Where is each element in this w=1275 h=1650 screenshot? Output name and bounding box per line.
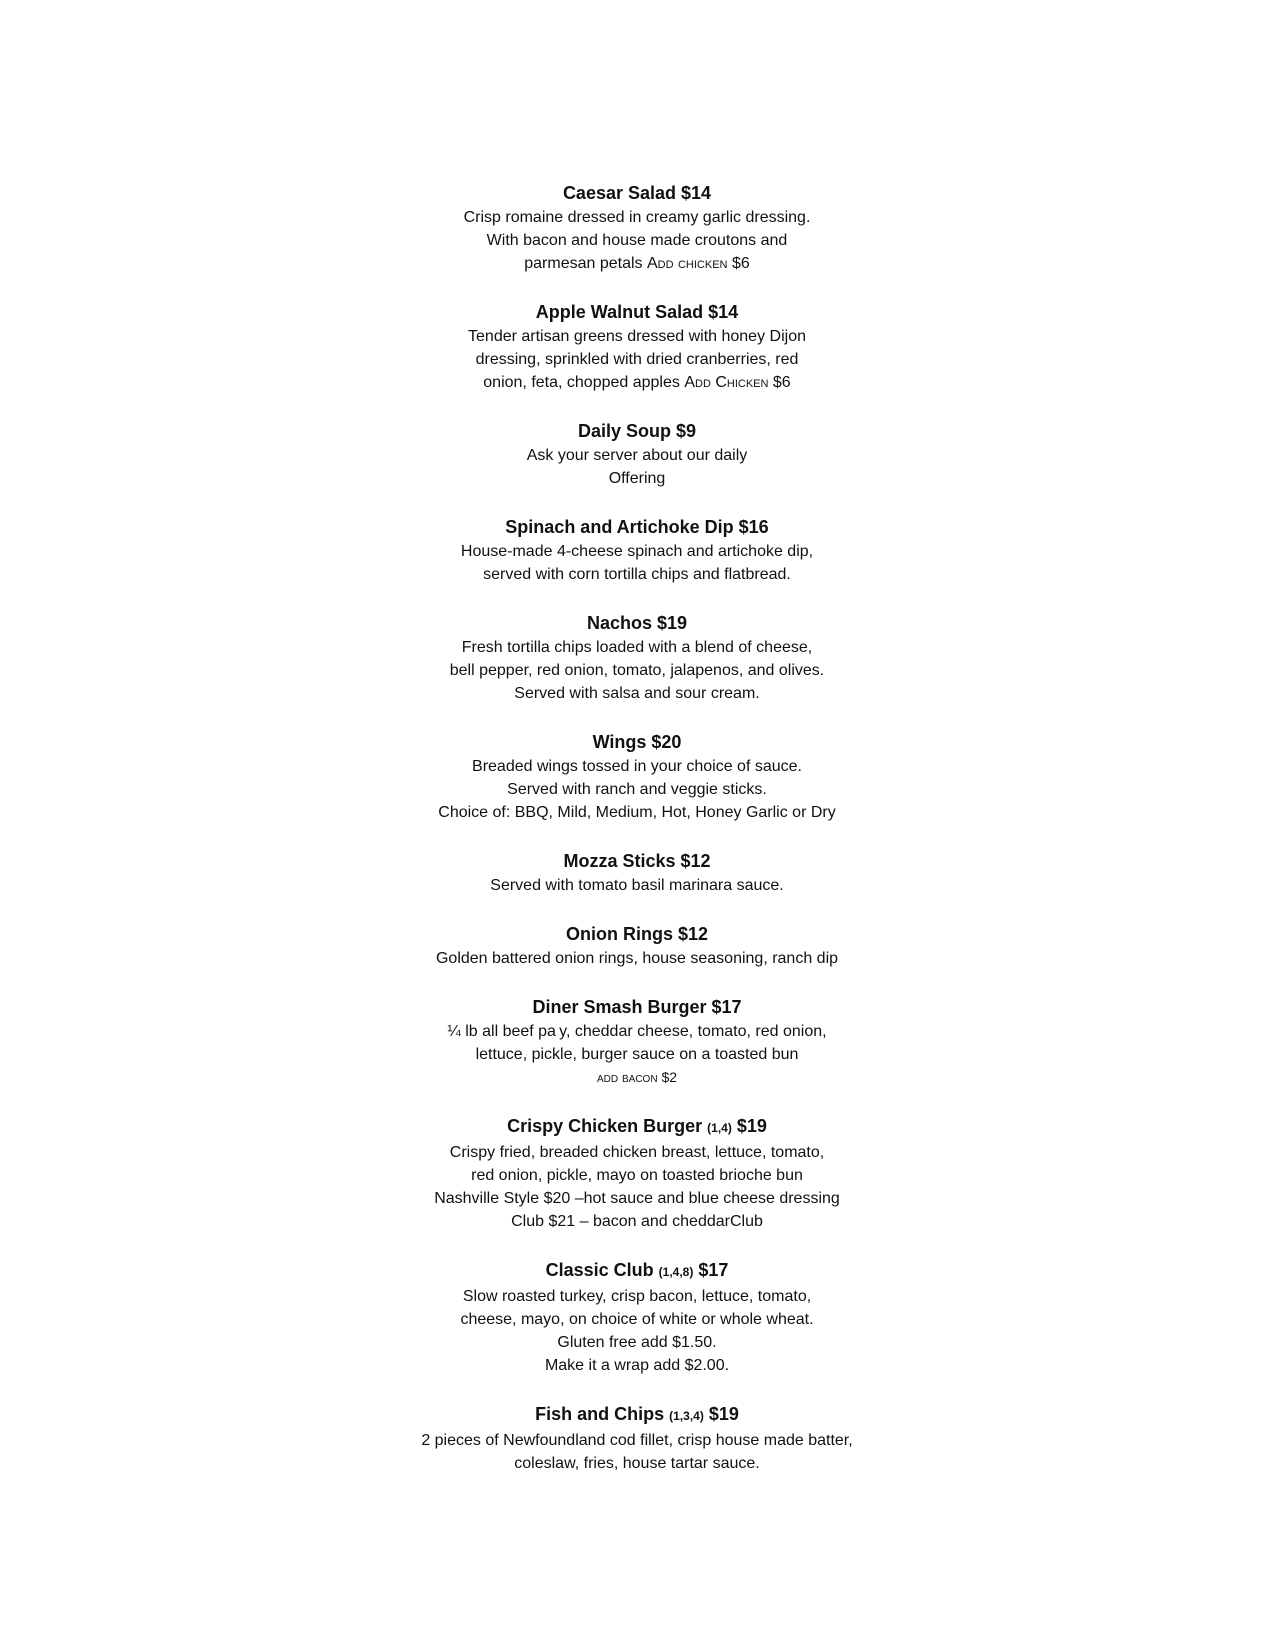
menu-item-wings — [387, 729, 887, 824]
item-description-line: Crisp romaine dressed in creamy garlic dressing. — [463, 209, 811, 226]
item-description-line: Served with tomato basil marinara sauce. — [490, 877, 784, 894]
item-description-line: Crispy fried, breaded chicken breast, lettuce, tomato, — [449, 1144, 825, 1161]
item-addon: Add Chicken $6 — [684, 374, 791, 391]
item-description-line: red onion, pickle, mayo on toasted brioche bun — [471, 1167, 803, 1184]
item-description-line — [387, 371, 887, 394]
item-title: Spinach and Artichoke Dip $16 — [505, 517, 769, 537]
item-description-line: served with corn tortilla chips and flatbread. — [483, 566, 791, 583]
item-description-line: Offering — [608, 470, 666, 487]
item-title: Onion Rings $12 — [565, 924, 709, 944]
item-title: Mozza Sticks $12 — [563, 851, 711, 871]
item-title — [387, 1257, 887, 1285]
item-price: $19 — [708, 1404, 739, 1424]
menu-item-mozza-sticks — [387, 848, 887, 897]
menu-item-classic-club — [387, 1257, 887, 1377]
item-description-line: ¼ lb all beef pa y, cheddar cheese, tomato, red onion, — [447, 1023, 827, 1040]
item-description-line: Club $21 – bacon and cheddarClub — [511, 1213, 763, 1230]
item-description-line: Tender artisan greens dressed with honey Dijon — [468, 328, 806, 345]
menu-item-diner-smash-burger — [387, 994, 887, 1089]
item-description-text: parmesan petals — [524, 255, 643, 272]
item-title — [387, 1113, 887, 1141]
item-description-line: Fresh tortilla chips loaded with a blend of cheese, — [461, 639, 813, 656]
item-title-name: Fish and Chips — [535, 1404, 665, 1424]
item-title: Caesar Salad $14 — [562, 183, 712, 203]
menu-item-spinach-artichoke-dip — [387, 514, 887, 586]
item-description-text: onion, feta, chopped apples — [483, 374, 680, 391]
menu-item-fish-and-chips — [387, 1401, 887, 1475]
item-description-line: cheese, mayo, on choice of white or whole wheat. — [460, 1311, 814, 1328]
item-description-line: bell pepper, red onion, tomato, jalapenos, and olives. — [449, 662, 825, 679]
menu-item-daily-soup — [387, 418, 887, 490]
menu-item-onion-rings — [387, 921, 887, 970]
item-description-line: 2 pieces of Newfoundland cod fillet, crisp house made batter, — [421, 1432, 853, 1449]
item-title: Wings $20 — [592, 732, 682, 752]
item-title — [387, 1401, 887, 1429]
item-description-line: coleslaw, fries, house tartar sauce. — [514, 1455, 760, 1472]
item-description-line: Golden battered onion rings, house seasoning, ranch dip — [435, 950, 839, 967]
item-description-line: Breaded wings tossed in your choice of sauce. — [472, 758, 802, 775]
menu-item-crispy-chicken-burger — [387, 1113, 887, 1233]
item-addon: Add chicken $6 — [646, 255, 750, 272]
item-addon: add bacon $2 — [596, 1069, 678, 1085]
menu-item-nachos — [387, 610, 887, 705]
item-description-line: lettuce, pickle, burger sauce on a toasted bun — [475, 1046, 799, 1063]
item-description-line: Served with ranch and veggie sticks. — [507, 781, 767, 798]
item-price: $17 — [698, 1260, 729, 1280]
item-title: Nachos $19 — [586, 613, 688, 633]
item-description-line — [387, 252, 887, 275]
item-description-line: House-made 4-cheese spinach and artichoke dip, — [460, 543, 814, 560]
item-allergen-codes: (1,3,4) — [669, 1409, 704, 1423]
item-description-line: With bacon and house made croutons and — [486, 232, 788, 249]
item-description-line: Served with salsa and sour cream. — [514, 685, 760, 702]
item-price: $19 — [736, 1116, 767, 1136]
menu-item-apple-walnut-salad — [387, 299, 887, 394]
item-title-name: Classic Club — [545, 1260, 654, 1280]
menu-list — [387, 180, 887, 1499]
menu-item-caesar-salad — [387, 180, 887, 275]
item-title: Apple Walnut Salad $14 — [535, 302, 739, 322]
item-description-line: Choice of: BBQ, Mild, Medium, Hot, Honey Garlic or Dry — [438, 804, 836, 821]
item-title: Diner Smash Burger $17 — [532, 997, 742, 1017]
item-title: Daily Soup $9 — [577, 421, 697, 441]
item-description-line: Make it a wrap add $2.00. — [544, 1357, 730, 1374]
item-allergen-codes: (1,4,8) — [658, 1265, 694, 1279]
item-title-name: Crispy Chicken Burger — [507, 1116, 703, 1136]
item-description-line: Gluten free add $1.50. — [557, 1334, 717, 1351]
item-description-line: Slow roasted turkey, crisp bacon, lettuce, tomato, — [462, 1288, 812, 1305]
item-allergen-codes: (1,4) — [707, 1121, 732, 1135]
item-description-line: Ask your server about our daily — [526, 447, 748, 464]
item-description-line: Nashville Style $20 –hot sauce and blue cheese dressing — [434, 1190, 840, 1207]
item-description-line: dressing, sprinkled with dried cranberries, red — [475, 351, 799, 368]
